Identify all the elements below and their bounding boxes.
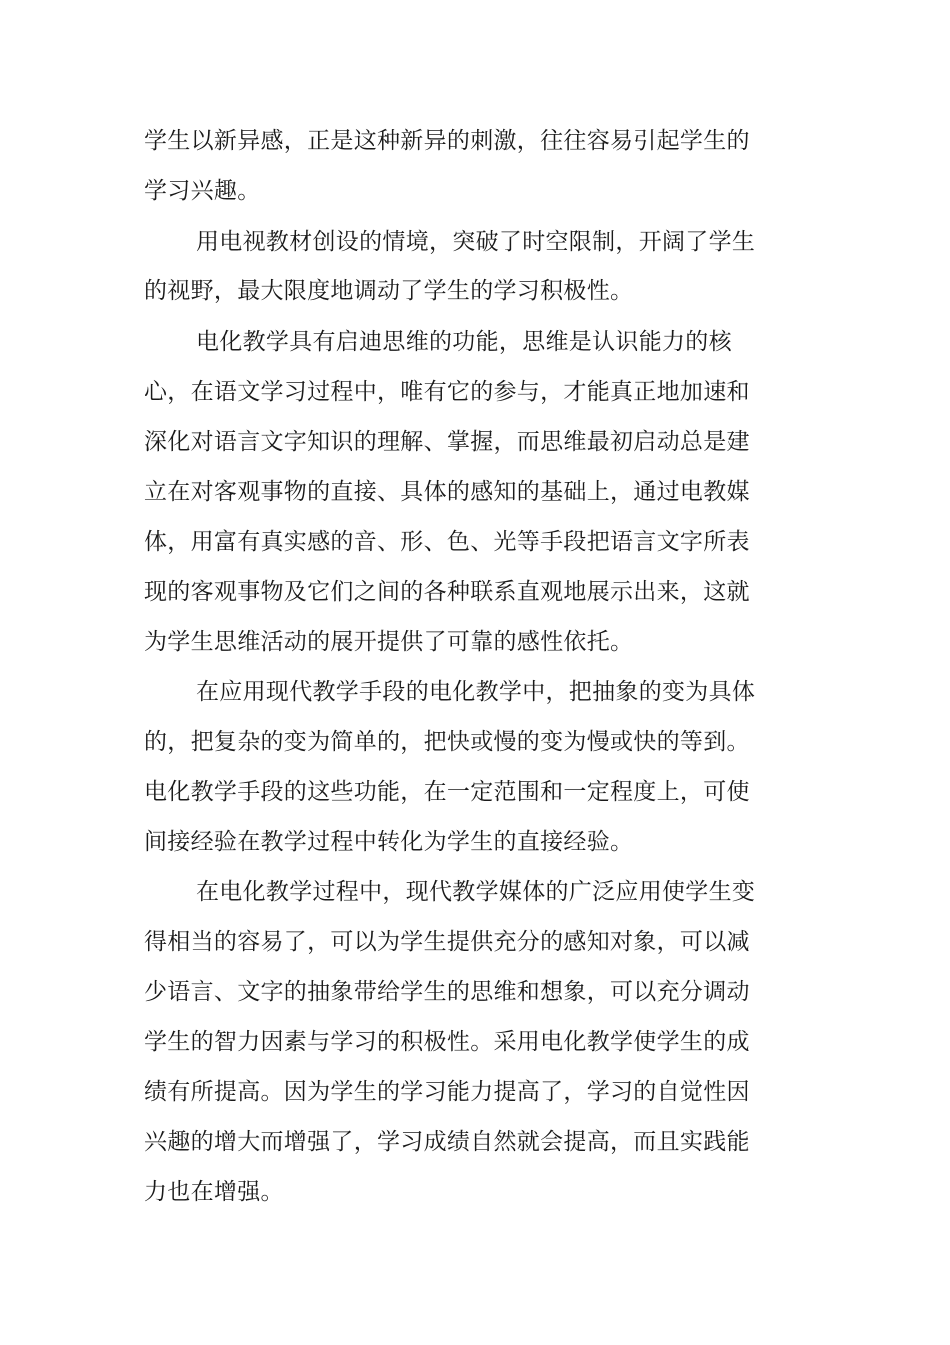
text-line: 用电视教材创设的情境，突破了时空限制，开阔了学生 bbox=[196, 229, 756, 255]
text-line: 电化教学具有启迪思维的功能，思维是认识能力的核 bbox=[196, 329, 732, 355]
text-line: 体，用富有真实感的音、形、色、光等手段把语言文字所表 bbox=[144, 529, 750, 555]
text-line: 的视野，最大限度地调动了学生的学习积极性。 bbox=[144, 278, 634, 304]
text-line: 学习兴趣。 bbox=[144, 178, 261, 204]
text-line: 间接经验在教学过程中转化为学生的直接经验。 bbox=[144, 829, 634, 855]
text-line: 兴趣的增大而增强了，学习成绩自然就会提高，而且实践能 bbox=[144, 1129, 750, 1155]
text-line: 现的客观事物及它们之间的各种联系直观地展示出来，这就 bbox=[144, 579, 750, 605]
text-line: 的，把复杂的变为简单的，把快或慢的变为慢或快的等到。 bbox=[144, 729, 750, 755]
text-line: 为学生思维活动的展开提供了可靠的感性依托。 bbox=[144, 629, 634, 655]
text-line: 得相当的容易了，可以为学生提供充分的感知对象，可以减 bbox=[144, 929, 750, 955]
text-line: 在电化教学过程中，现代教学媒体的广泛应用使学生变 bbox=[196, 879, 756, 905]
text-line: 力也在增强。 bbox=[144, 1179, 284, 1205]
text-line: 在应用现代教学手段的电化教学中，把抽象的变为具体 bbox=[196, 679, 756, 705]
text-line: 学生以新异感，正是这种新异的刺激，往往容易引起学生的 bbox=[144, 128, 750, 154]
text-line: 心，在语文学习过程中，唯有它的参与，才能真正地加速和 bbox=[144, 379, 750, 405]
text-line: 少语言、文字的抽象带给学生的思维和想象，可以充分调动 bbox=[144, 979, 750, 1005]
text-line: 学生的智力因素与学习的积极性。采用电化教学使学生的成 bbox=[144, 1029, 750, 1055]
text-line: 电化教学手段的这些功能，在一定范围和一定程度上，可使 bbox=[144, 779, 750, 805]
text-line: 深化对语言文字知识的理解、掌握，而思维最初启动总是建 bbox=[144, 429, 750, 455]
text-line: 立在对客观事物的直接、具体的感知的基础上，通过电教媒 bbox=[144, 479, 750, 505]
text-line: 绩有所提高。因为学生的学习能力提高了，学习的自觉性因 bbox=[144, 1079, 750, 1105]
